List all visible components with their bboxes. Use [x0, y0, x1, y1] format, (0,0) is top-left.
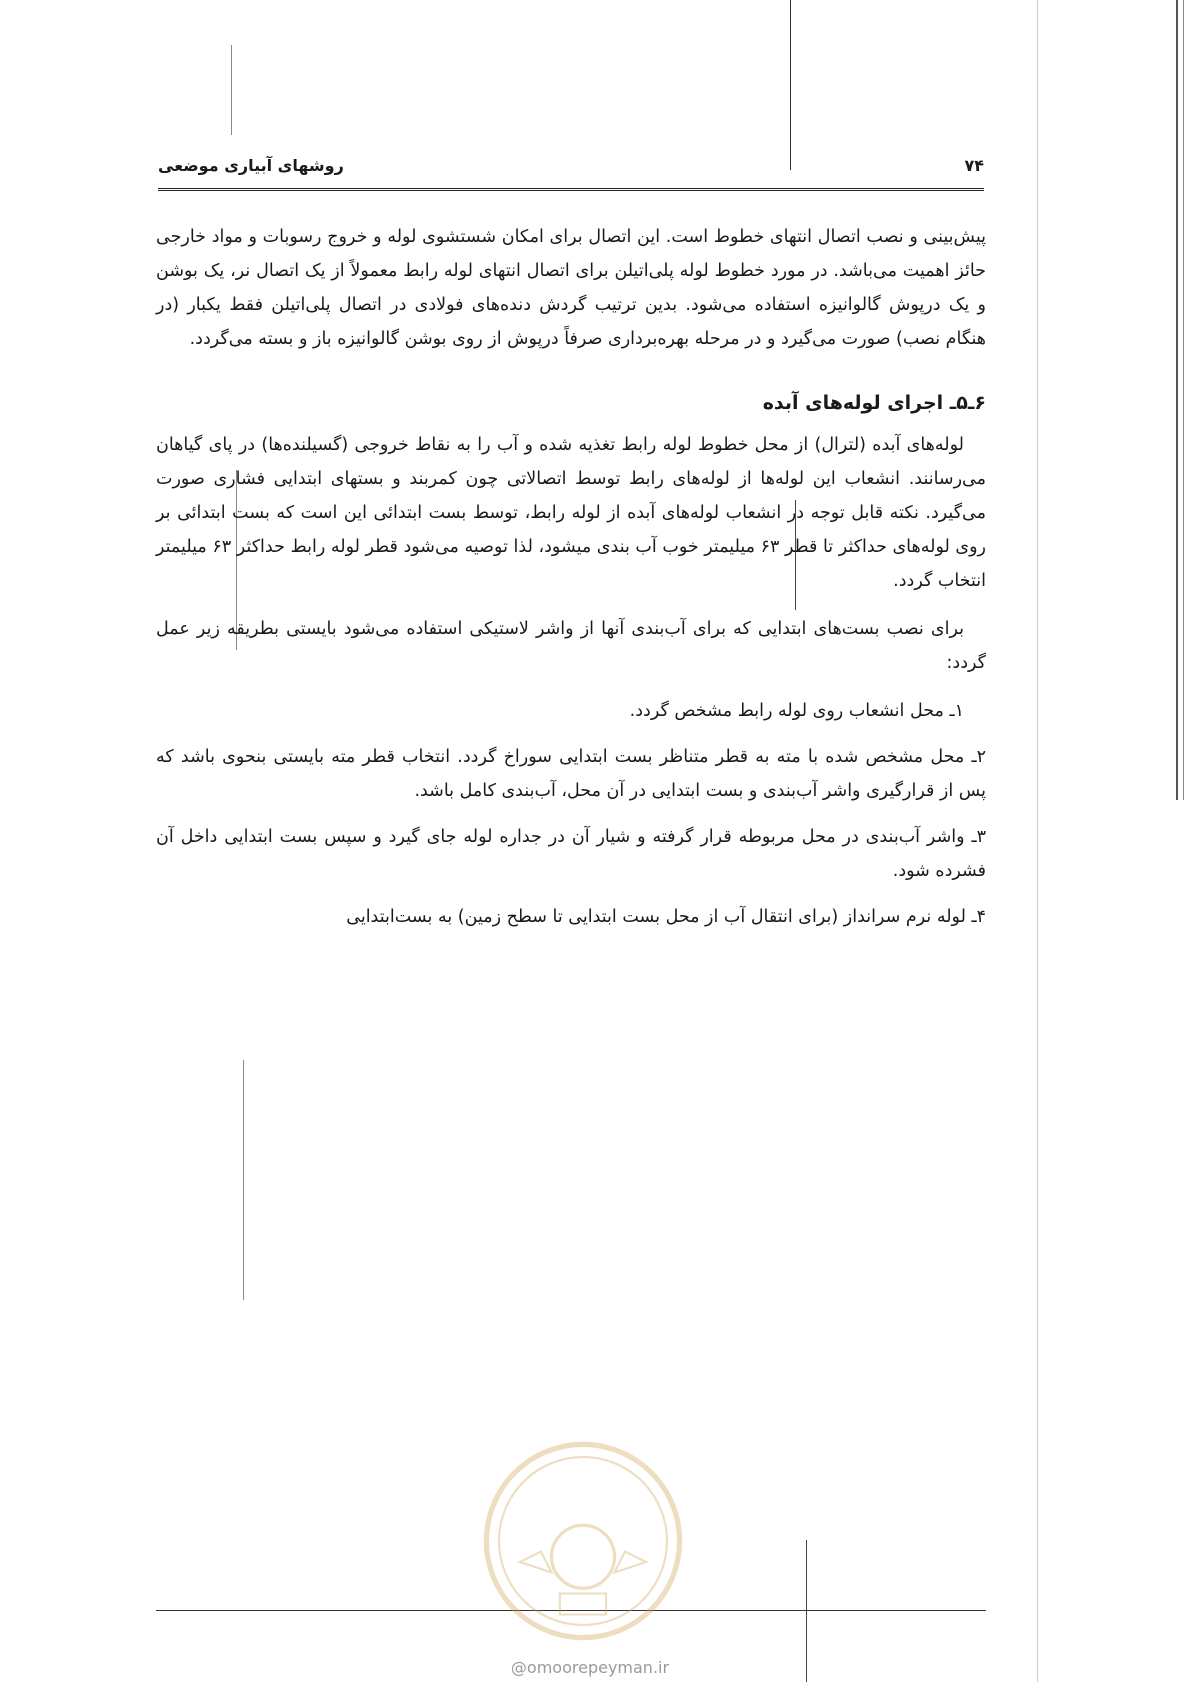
- binding-edge: [1176, 0, 1184, 800]
- watermark-url: @omoorepeyman.ir: [510, 1658, 670, 1677]
- running-title: روشهای آبیاری موضعی: [158, 155, 344, 175]
- watermark-seal-icon: [478, 1436, 688, 1646]
- list-item: ۳ـ واشر آب‌بندی در محل مربوطه قرار گرفته و شیار آن در جداره لوله جای گیرد و سپس بست ابتدایی داخل آن فشرده شود.: [156, 827, 986, 881]
- paragraph: لوله‌های آبده (لترال) از محل خطوط لوله رابط تغذیه شده و آب را به نقاط خروجی (گسیلنده‌ها) در پای گیاهان می‌رسانند. انشعاب این لوله‌ها از لوله‌های رابط توسط اتصالاتی چون کمربند و بستهای ابتدایی فشاری صورت می‌گیرد. نکته قابل توجه در انشعاب لوله‌های آبده از لوله رابط، توسط بست ابتدائی این است که بست ابتدائی بر روی لوله‌های حداکثر تا قطر ۶۳ میلیمتر خوب آب بندی میشود، لذا توصیه می‌شود قطر لوله رابط حداکثر ۶۳ میلیمتر انتخاب گردد.: [156, 435, 986, 591]
- numbered-list: [156, 694, 986, 934]
- header-rule: [158, 188, 984, 195]
- scan-line: [1037, 0, 1038, 1682]
- document-body: [156, 220, 986, 946]
- section-heading: ۶ـ۵ـ اجرای لوله‌های آبده: [762, 392, 986, 414]
- scan-line: [806, 1540, 807, 1682]
- list-item: ۱ـ محل انشعاب روی لوله رابط مشخص گردد.: [629, 701, 964, 721]
- scan-line: [231, 45, 232, 135]
- paragraph: پیش‌بینی و نصب اتصال انتهای خطوط است. این اتصال برای امکان شستشوی لوله و خروج رسوبات و مواد خارجی حائز اهمیت می‌باشد. در مورد خطوط لوله پلی‌اتیلن برای اتصال انتهای لوله رابط معمولاً از یک اتصال نر، یک بوشن و یک درپوش گالوانیزه استفاده می‌شود. بدین ترتیب گردش دنده‌های فولادی در اتصال پلی‌اتیلن فقط یکبار (در هنگام نصب) صورت می‌گیرد و در مرحله بهره‌برداری صرفاً درپوش از روی بوشن گالوانیزه باز و بسته می‌گردد.: [156, 227, 986, 349]
- page-header: [158, 150, 984, 180]
- scan-line: [243, 1060, 244, 1300]
- list-item: ۲ـ محل مشخص شده با مته به قطر متناظر بست ابتدایی سوراخ گردد. انتخاب قطر مته بایستی بنحوی باشد که پس از قرارگیری واشر آب‌بندی و بست ابتدایی در آن محل، آب‌بندی کامل باشد.: [156, 747, 986, 801]
- scan-line: [790, 0, 791, 170]
- paragraph: برای نصب بست‌های ابتدایی که برای آب‌بندی آنها از واشر لاستیکی استفاده می‌شود بایستی بطریقه زیر عمل گردد:: [156, 619, 986, 673]
- list-item: ۴ـ لوله نرم سرانداز (برای انتقال آب از محل بست ابتدایی تا سطح زمین) به بست‌ابتدایی: [346, 907, 986, 927]
- page-number: ۷۴: [964, 155, 984, 175]
